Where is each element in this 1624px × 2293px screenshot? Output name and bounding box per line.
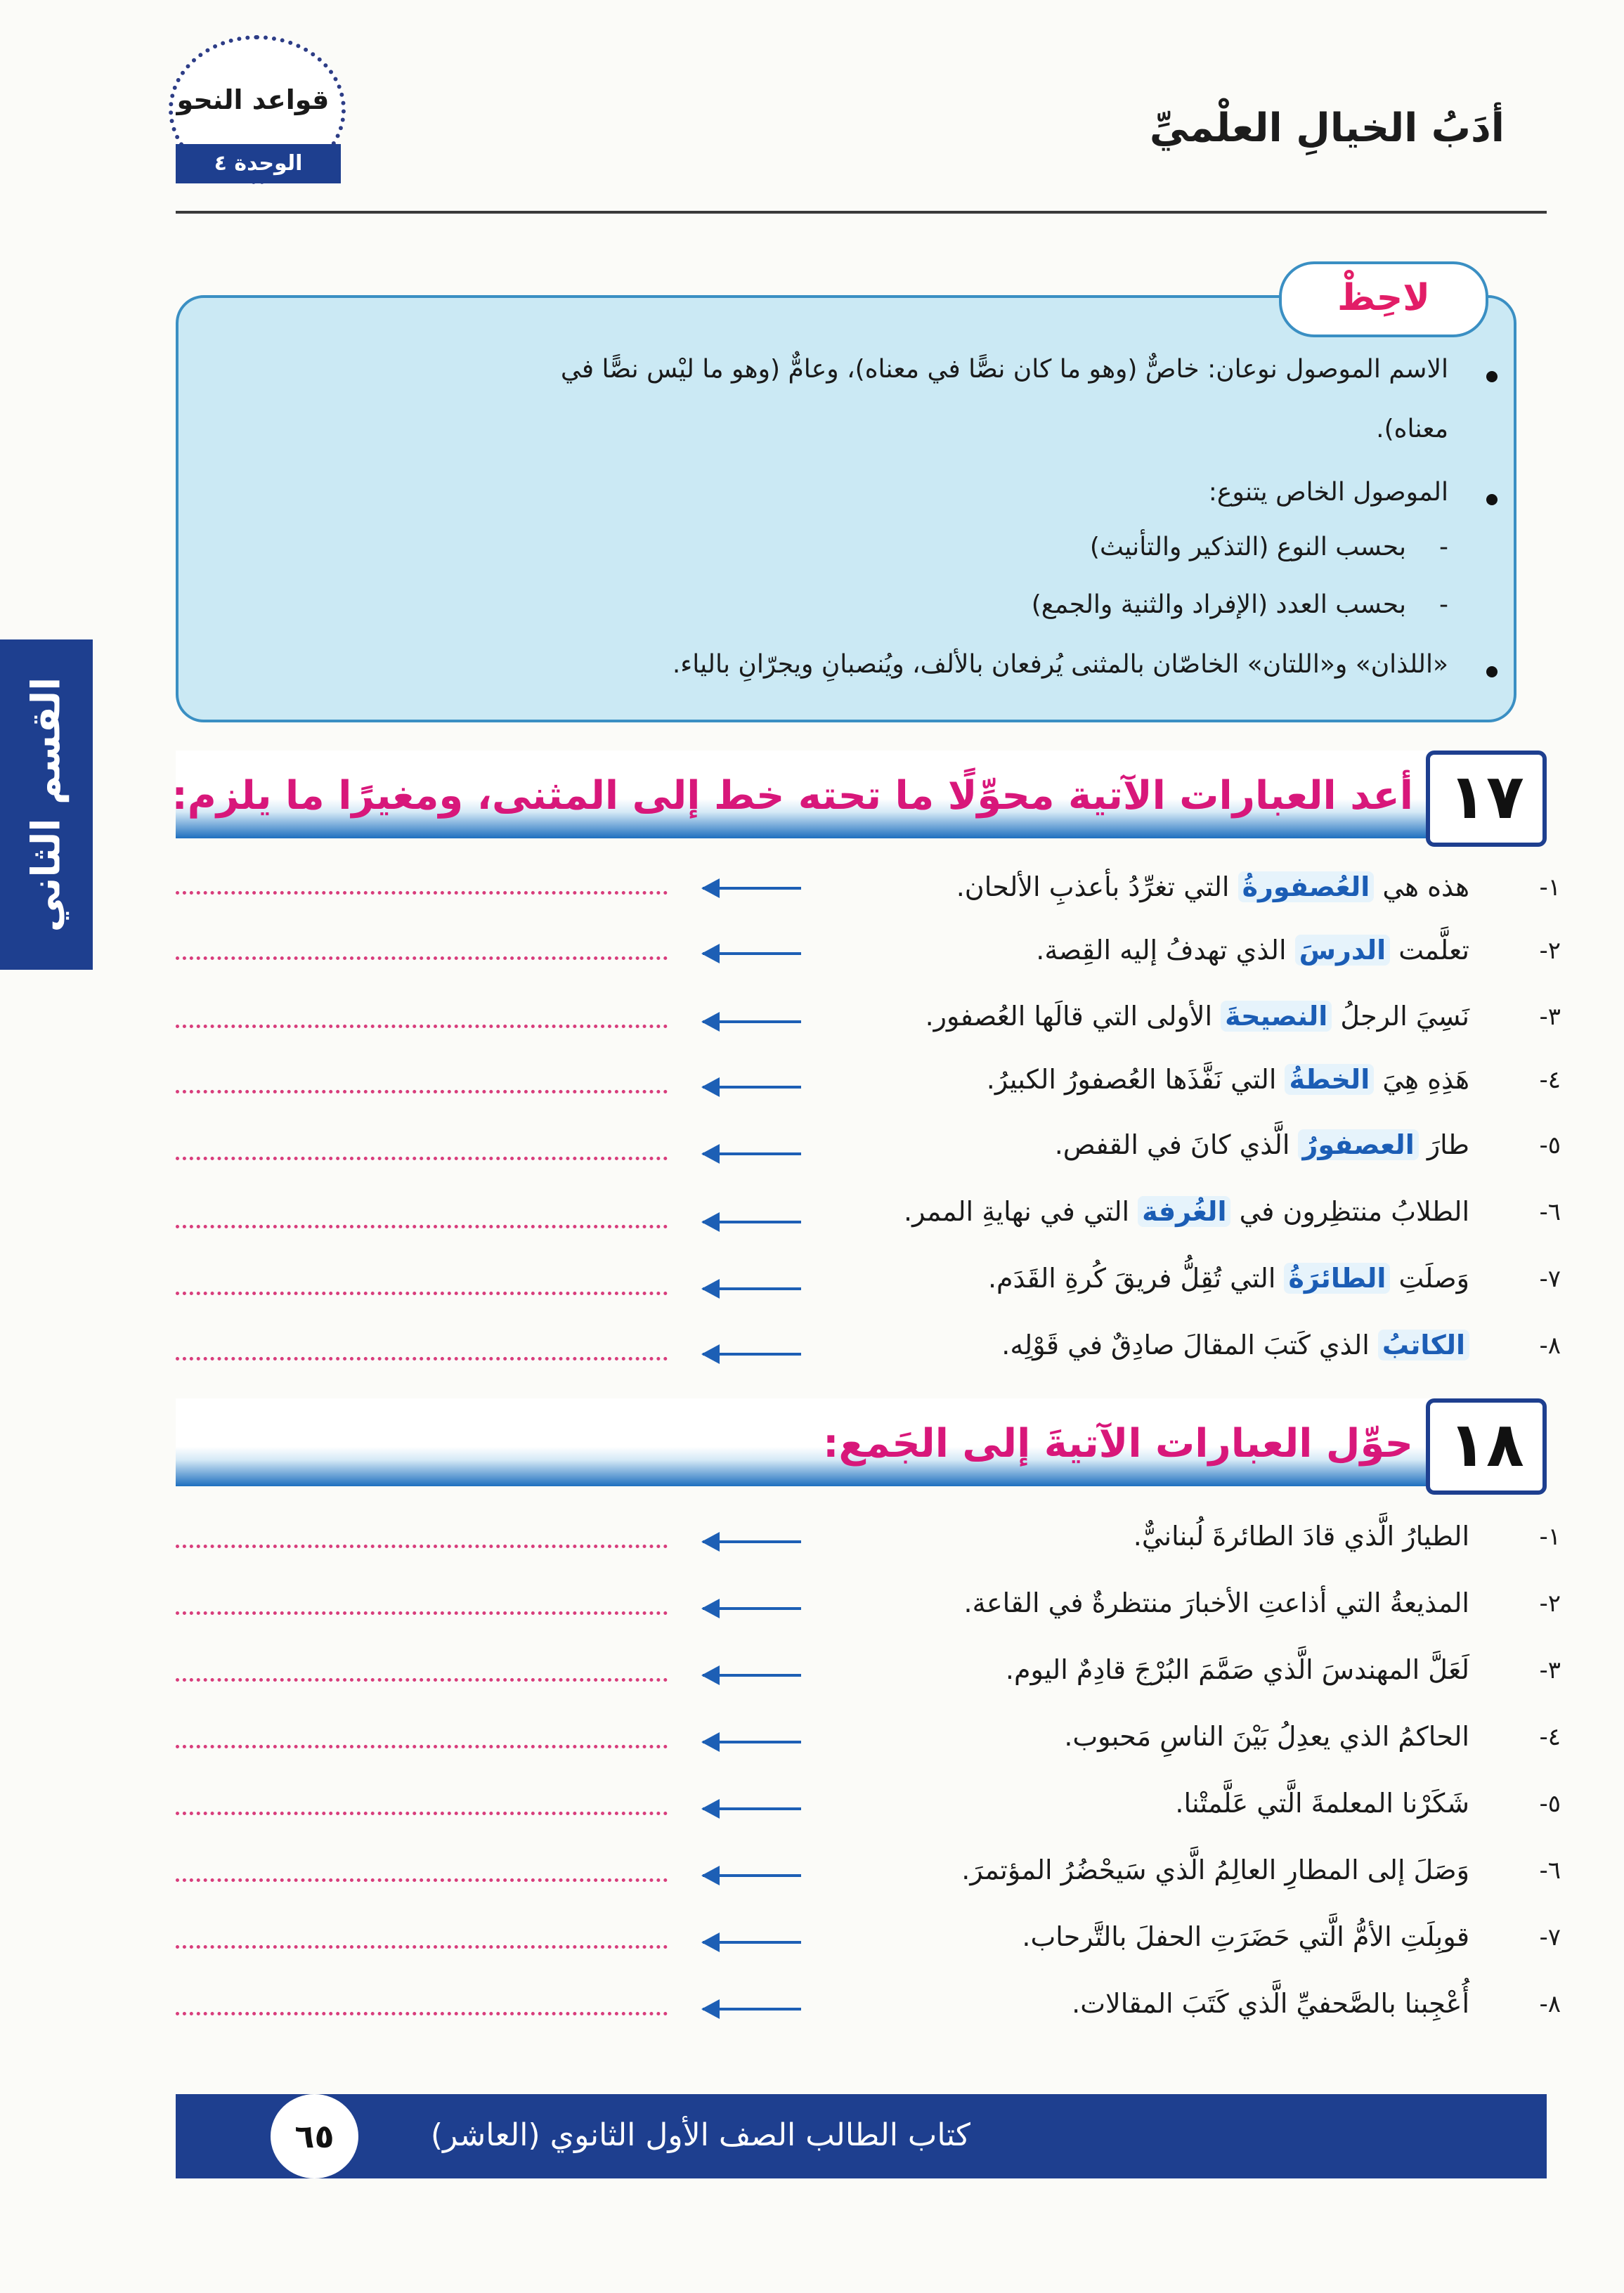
dash-icon: - [1439,590,1448,619]
item-text: الطلابُ منتظِرون في الغُرفة التي في نهايةِ الممر. [904,1196,1469,1227]
item-text: الطيارُ الَّذي قادَ الطائرةَ لُبنانيٌّ. [1133,1521,1469,1552]
arrow-left-icon [703,1741,801,1743]
arrow-left-icon [703,1674,801,1677]
arrow-left-icon [703,1152,801,1155]
note-line: بحسب العدد (الإفراد والثنية والجمع) [1031,590,1406,619]
item-text: المذيعةُ التي أذاعتِ الأخبارَ منتظرةٌ في القاعة. [963,1587,1469,1618]
item-number: ١- [1539,873,1561,902]
underlined-word: العُصفورةُ [1238,871,1375,902]
exercise-number: ١٨ [1426,1398,1547,1495]
item-text: أُعْجِبنا بالصَّحفيِّ الَّذي كَتَبَ المقالات. [1072,1988,1469,2019]
item-text: وَصَلَ إلى المطارِ العالِمُ الَّذي سَيحْضُرُ المؤتمرَ. [961,1854,1469,1885]
header-divider [176,211,1547,214]
page-number: ٦٥ [271,2094,358,2178]
underlined-word: الطائرَةُ [1284,1263,1390,1294]
item-text: وَصلَتِ الطائرَةُ التي تُقِلُّ فريقَ كُرةِ القَدَم. [987,1263,1469,1294]
book-title: أدَبُ الخيالِ العلْميِّ [1149,105,1505,151]
answer-line[interactable] [176,1025,668,1028]
item-text: هَذِهِ هِيَ الخطةُ التي نَفَّذَها العُصفورُ الكبيرُ. [986,1064,1469,1095]
item-text: الحاكمُ الذي يعدِلُ بَيْنَ الناسِ مَحبوب. [1064,1721,1469,1752]
item-text: تعلَّمت الدرسَ الذي تهدفُ إليه القِصة. [1036,935,1469,966]
arrow-left-icon [703,1020,801,1023]
arrow-left-icon [703,887,801,890]
dash-icon: - [1439,533,1448,561]
item-number: ٥- [1539,1790,1561,1818]
item-text: الكاتبُ الذي كَتبَ المقالَ صادِقٌ في قَوْلِه. [1001,1330,1469,1360]
answer-line[interactable] [176,1157,668,1160]
answer-line[interactable] [176,1745,668,1748]
note-line: معناه). [1376,415,1448,443]
arrow-left-icon [703,1221,801,1223]
item-number: ٨- [1539,1332,1561,1360]
arrow-left-icon [703,1874,801,1877]
arrow-left-icon [703,1807,801,1810]
item-number: ٤- [1539,1066,1561,1094]
item-number: ٤- [1539,1723,1561,1751]
answer-line[interactable] [176,1611,668,1615]
bullet-icon [1486,371,1498,382]
answer-line[interactable] [176,2012,668,2015]
answer-line[interactable] [176,1945,668,1949]
note-line: الموصول الخاص يتنوع: [1208,478,1448,507]
answer-line[interactable] [176,956,668,960]
section-side-label: القسم الثاني [23,677,70,933]
item-number: ٢- [1539,937,1561,965]
badge-title: قواعد النحو [176,84,330,115]
item-number: ٣- [1539,1656,1561,1684]
underlined-word: النصيحةَ [1221,1001,1332,1032]
answer-line[interactable] [176,891,668,895]
arrow-left-icon [703,1607,801,1610]
answer-line[interactable] [176,1678,668,1682]
arrow-left-icon [703,1540,801,1543]
arrow-left-icon [703,952,801,955]
arrow-left-icon [703,2008,801,2011]
item-number: ٦- [1539,1857,1561,1885]
item-number: ٧- [1539,1923,1561,1951]
answer-line[interactable] [176,1357,668,1360]
note-line: «اللذان» و«اللتان» الخاصّان بالمثنى يُرفعان بالألف، ويُنصبانِ ويجرّانِ بالياء. [672,650,1448,679]
item-number: ٧- [1539,1265,1561,1293]
underlined-word: الكاتبُ [1378,1330,1469,1360]
note-line: بحسب النوع (التذكير والتأنيث) [1089,533,1406,561]
arrow-left-icon [703,1353,801,1356]
answer-line[interactable] [176,1292,668,1295]
bullet-icon [1486,494,1498,505]
bullet-icon [1486,666,1498,677]
footer-text: كتاب الطالب الصف الأول الثانوي (العاشر) [430,2117,970,2153]
answer-line[interactable] [176,1090,668,1093]
item-number: ١- [1539,1523,1561,1551]
exercise-title: أعد العبارات الآتية محوِّلًا ما تحته خط إلى المثنى، ومغيرًا ما يلزم: [171,773,1413,819]
item-text: قوبِلَتِ الأمُّ الَّتي حَضَرَتِ الحفلَ بالتَّرحاب. [1022,1921,1469,1952]
item-number: ٥- [1539,1131,1561,1160]
item-text: شَكَرْنا المعلمةَ الَّتي عَلَّمتْنا. [1175,1788,1469,1819]
arrow-left-icon [703,1941,801,1944]
note-line: الاسم الموصول نوعان: خاصٌّ (وهو ما كان نصًّا في معناه)، وعامٌّ (وهو ما ليْس نصًّا في [560,355,1448,384]
underlined-word: الخطةُ [1285,1064,1374,1095]
arrow-left-icon [703,1287,801,1290]
exercise-title: حوِّل العبارات الآتيةَ إلى الجَمع: [823,1421,1413,1467]
item-text: طارَ العصفورُ الَّذي كانَ في القفص. [1054,1129,1469,1160]
item-number: ٨- [1539,1990,1561,2018]
note-tag: لاحِظْ [1279,261,1488,337]
item-text: نَسِيَ الرجلُ النصيحةَ الأولى التي قالَها العُصفور. [925,1001,1469,1032]
item-text: هذه هي العُصفورةُ التي تغرِّدُ بأعذبِ الألحان. [956,871,1469,902]
answer-line[interactable] [176,1545,668,1548]
underlined-word: الدرسَ [1295,935,1391,966]
underlined-word: العصفورُ [1298,1129,1418,1160]
underlined-word: الغُرفة [1138,1196,1230,1227]
item-text: لَعَلَّ المهندسَ الَّذي صَمَّمَ البُرْجَ قادِمٌ اليوم. [1005,1654,1469,1685]
arrow-left-icon [703,1086,801,1089]
answer-line[interactable] [176,1225,668,1228]
item-number: ٦- [1539,1198,1561,1226]
answer-line[interactable] [176,1878,668,1882]
answer-line[interactable] [176,1812,668,1815]
exercise-number: ١٧ [1426,751,1547,847]
item-number: ٢- [1539,1590,1561,1618]
item-number: ٣- [1539,1003,1561,1031]
unit-label: الوحدة ٤ [176,144,341,183]
